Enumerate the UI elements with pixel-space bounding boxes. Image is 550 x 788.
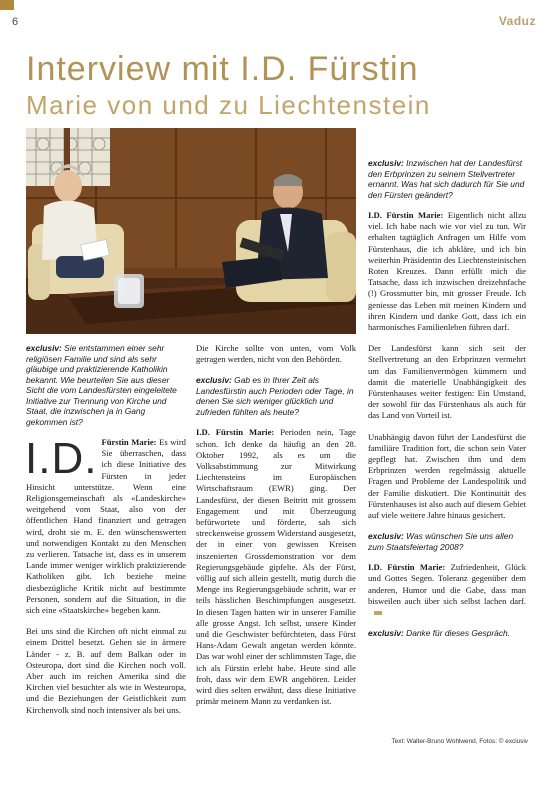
- end-mark: [374, 611, 382, 615]
- answer-3: I.D. Fürstin Marie: Eigentlich nicht allzu viel. Ich habe nach wie vor viel zu tun. Wir erhalten tagtäglich Anfragen um Hilfe vom Fürstenhaus, die ich abkläre, und ich bin weiterhin Präsidentin des Liechtensteinischen Roten Kreuzes. Dann erfüllt mich die Tatsache, dass ich inzwischen dreizehnfache (!) Grossmutter bin, mit grosser Freude. Ich geniesse das Leben mit meinen Kindern und ihren Kindern und danke Gott, dass ich ein harmonisches Familienleben führen darf.: [368, 210, 526, 333]
- corner-accent: [0, 0, 14, 10]
- closing-line: exclusiv: Danke für dieses Gespräch.: [368, 628, 510, 639]
- question-4: exclusiv: Was wünschen Sie uns allen zum Staatsfeiertag 2008?: [368, 531, 514, 552]
- answer-1-paragraph-2: Bei uns sind die Kirchen oft nicht einmal zu einem Drittel besetzt. Gehen sie in ärmere Länder - z. B. auf dem Balkan oder in Osteuropa, dort sind die Kirchen noch voll. Aber auch im reichen Amerika sind die Kirchen viel besuchter als wie in Westeuropa, und die Beziehungen der Geistlichkeit zum Kirchenvolk sind noch intensiver als bei uns.: [26, 626, 186, 715]
- answer-4: I.D. Fürstin Marie: Zufriedenheit, Glück und Gottes Segen. Toleranz gegenüber dem anderen, Humor und die Gabe, dass man bisweilen auch über sich selbst lachen darf.: [368, 562, 526, 618]
- question-1: exclusiv: Sie entstammen einer sehr religiösen Familie und sind als sehr gläubige und praktizierende Katholikin bekannt. Wie beurteilen Sie aus dieser Sicht die vom Landesfürsten eingeleitete Initiative zur Trennung von Kirche und Staat, die inzwischen ja in Gang gekommen ist?: [26, 343, 177, 427]
- answer-1: I.D. Fürstin Marie: Es wird Sie überraschen, dass ich diese Initiative des Fürsten in jeder Hinsicht unterstütze. Wenn eine Religionsgemeinschaft als «Landeskirche» weitgehend vom Staat, also von der öffentlichen Hand finanziert und getragen wird, droht sie m. E. den wünschenswerten und notwendigen Kontakt zu den Menschen zu verlieren. Tatsache ist, dass es in unserem Lande immer weniger wirklich praktizierende Katholiken gibt. Ich beziehe meine diesbezügliche Kritik nicht auf bestimmte Personen, sondern auf die Situation, in die sich eine «Staatskirche» begeben kann.: [25, 434, 186, 616]
- question-3: exclusiv: Inzwischen hat der Landesfürst den Erbprinzen zu seinem Stellvertreter ernannt. Was hat sich dadurch für Sie und den Fürsten geändert?: [368, 158, 525, 200]
- column-1: [26, 343, 186, 726]
- answer-1-continued: Die Kirche sollte von unten, vom Volk getragen werden, nicht von den Behörden.: [196, 343, 356, 365]
- headline: Interview mit I.D. Fürstin: [26, 50, 419, 88]
- sub-headline: Marie von und zu Liechtenstein: [26, 90, 431, 120]
- question-2: exclusiv: Gab es in Ihrer Zeit als Landesfürstin auch Perioden oder Tage, in denen Sie sich weniger glücklich und zufrieden fühlten als heute?: [196, 375, 354, 417]
- interview-photo: [26, 128, 356, 334]
- column-3: [368, 158, 526, 649]
- drop-cap: I.D.: [25, 434, 98, 483]
- section-label: Vaduz: [498, 14, 536, 28]
- column-2: [196, 343, 356, 717]
- answer-2: I.D. Fürstin Marie: Perioden nein, Tage schon. Ich denke da häufig an den 28. Oktober 1992, als es um die Volksabstimmung zur Mitwirkung Liechtensteins im Europäischen Wirtschaftsraum (EWR) ging. Der Landesfürst, der diesen Beitritt mit grossem Engagement und mit Überzeugung befürwortete und förderte, sah sich streckenweise grossem Widerstand ausgesetzt, der in einer von gewissen Kreisen inszenierten Grossdemonstration vor dem Regierungsgebäude gipfelte. Als der Fürst, völlig auf sich allein gestellt, mutig durch die Menge ins Regierungsgebäude schritt, war er teils hässlichen Beschimpfungen ausgesetzt. In diesen Tagen hatten wir in unserer Familie alle grosse Angst. Ich selbst, unsere Kinder und die Geschwister befürchteten, dass Fürst Hans-Adam Gewalt angetan werden könnte. Das war wohl einer der schlimmsten Tage, die ich als Fürstin erlebt habe. Heute sind alle froh, dass wir dem EWR angehören. Leider wird dies selten erwähnt, dass diese Initiative primär meinem Mann zu verdanken ist.: [196, 427, 356, 707]
- answer-3-paragraph-3: Unabhängig davon führt der Landesfürst die familiäre Tradition fort, die schon sein Vater gepflegt hat. Zwischen ihm und dem Erbprinzen werden regelmässig aktuelle Fragen und Probleme der Landespolitik und der Familie diskutiert. Die Kontinuität des Fürstenhauses ist also auch auf diesem Gebiet auf viele weitere Jahre hinaus gesichert.: [368, 431, 526, 521]
- photo-credit: Text: Walter-Bruno Wohlwend, Fotos: © exclusiv: [391, 738, 528, 745]
- answer-3-paragraph-2: Der Landesfürst kann sich seit der Stellvertretung an den Erbprinzen vermehrt um das Familienvermögen kümmern und damit die materielle Unabhängigkeit des Fürstenhauses weiter festigen: Ein Umstand, der sowohl für das Fürstenhaus als auch für das Land von Vorteil ist.: [368, 343, 526, 421]
- page-number: 6: [12, 16, 19, 28]
